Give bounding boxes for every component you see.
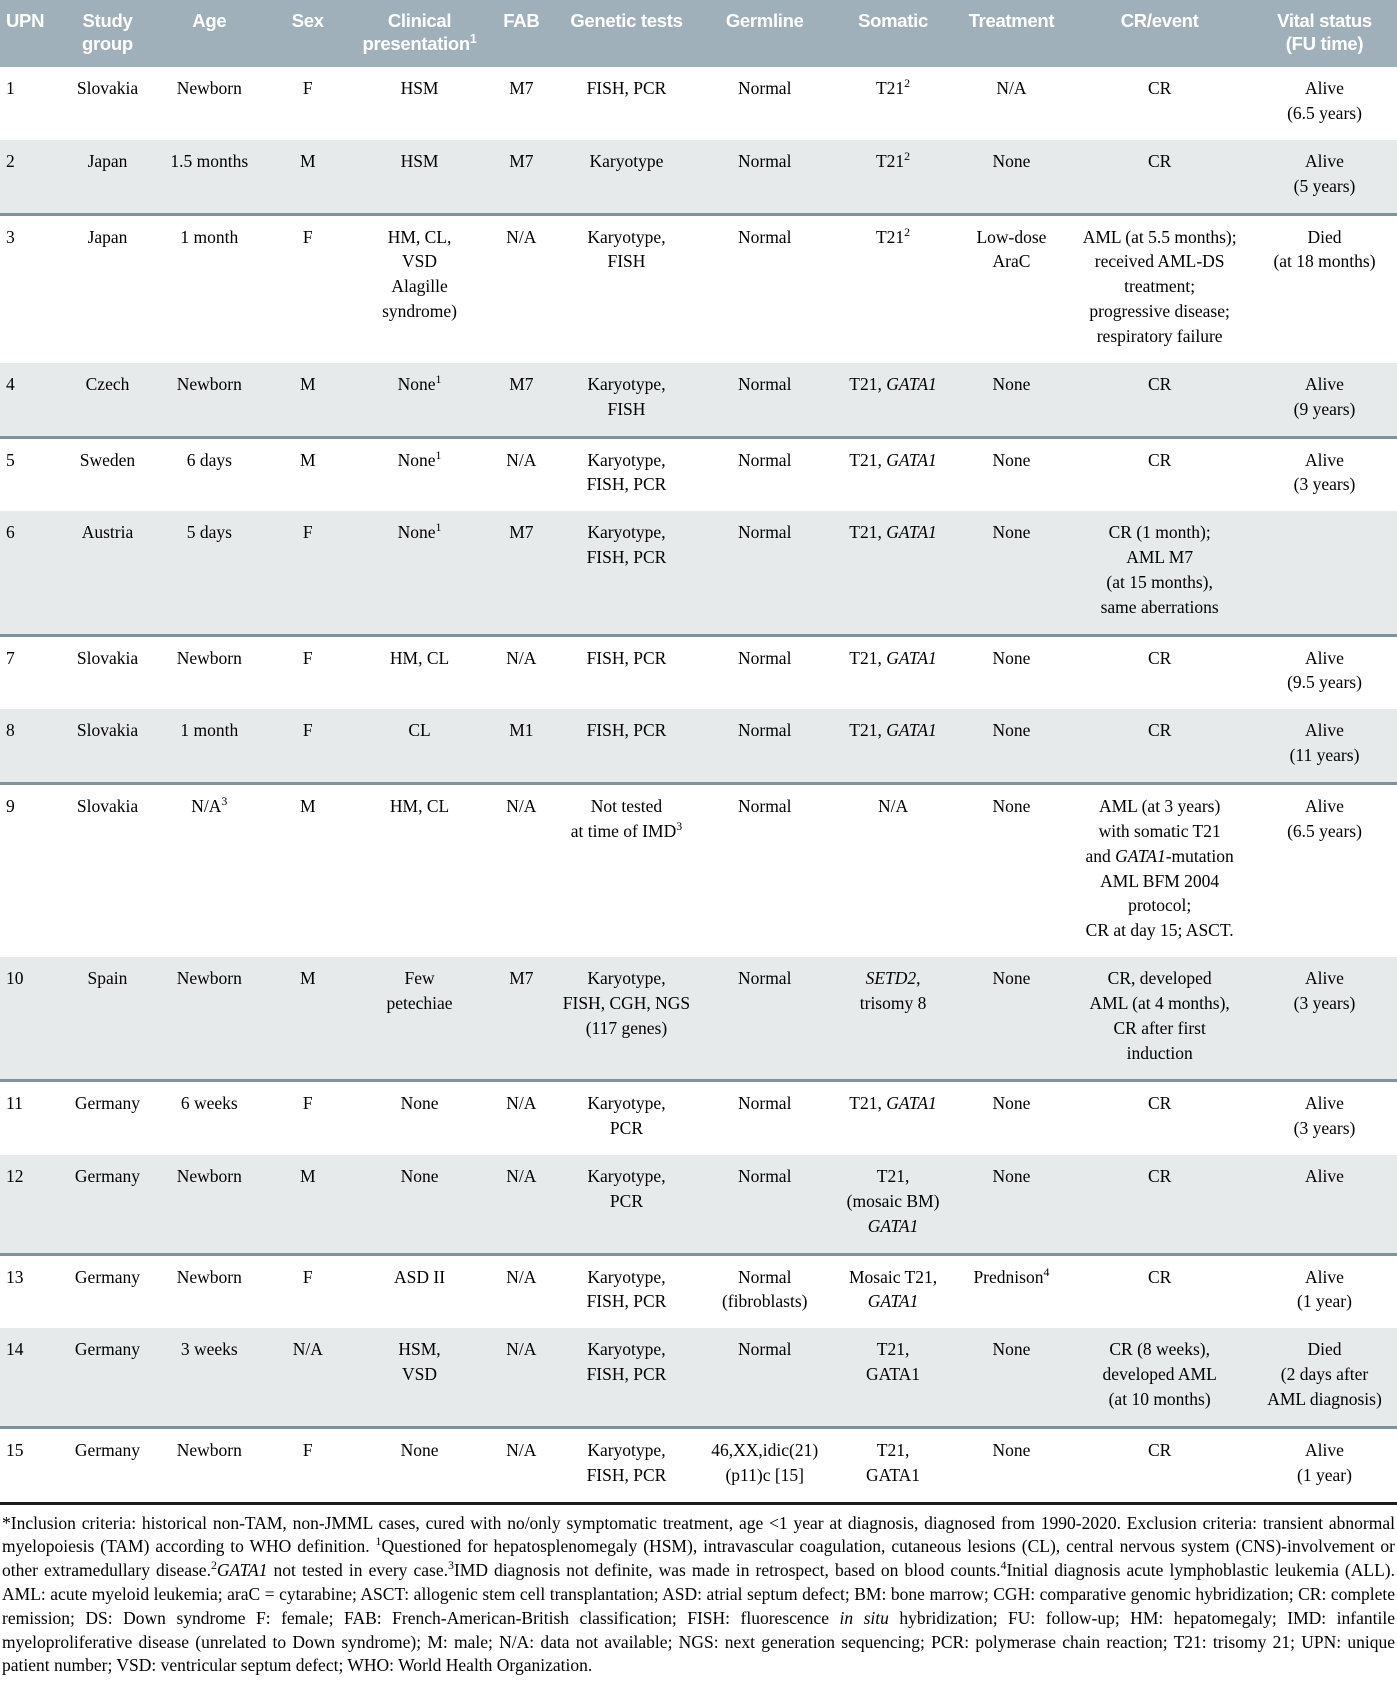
- column-header: Treatment: [956, 0, 1068, 67]
- table-cell: F: [302, 647, 313, 668]
- table-cell: CR: [1147, 1266, 1172, 1287]
- table-cell: None: [992, 449, 1031, 470]
- table-cell: N/A: [506, 1093, 537, 1114]
- table-cell: SETD2, trisomy 8: [831, 957, 956, 1081]
- table-cell: 12: [0, 1155, 62, 1254]
- table-cell: None: [992, 647, 1031, 668]
- table-row: [0, 1155, 1397, 1254]
- column-header: CR/event: [1067, 0, 1252, 67]
- table-cell: F: [302, 78, 313, 99]
- table-cell: None: [350, 1155, 488, 1254]
- table-cell: CR: [1067, 363, 1252, 437]
- table-row: [0, 957, 1397, 1081]
- table-cell: Alive (5 years): [1252, 140, 1397, 214]
- table-cell: None: [956, 1328, 1068, 1427]
- table-cell: Karyotype, FISH: [554, 363, 699, 437]
- table-cell: N/A: [506, 226, 537, 247]
- table-cell: Alive: [1252, 1155, 1397, 1254]
- table-cell: Karyotype, FISH, CGH, NGS (117 genes): [554, 957, 699, 1081]
- table-row: [0, 437, 1397, 511]
- table-cell: None: [956, 957, 1068, 1081]
- table-cell: $N/A^3$: [191, 794, 228, 816]
- table-cell: Alive (6.5 years): [1287, 78, 1362, 124]
- table-cell: Germany: [62, 1427, 154, 1503]
- table-cell: 11: [6, 1093, 23, 1114]
- table-cell: Died (2 days after AML diagnosis): [1252, 1328, 1397, 1427]
- table-cell: N/A: [265, 1328, 350, 1427]
- table-cell: Normal: [699, 363, 831, 437]
- table-cell: Normal (fibroblasts): [721, 1266, 808, 1312]
- table-cell: 1 month: [180, 226, 239, 247]
- table-cell: Normal: [737, 78, 792, 99]
- table-cell: 5: [6, 449, 15, 470]
- footnote: *Inclusion criteria: historical non-TAM, non-JMML cases, cured with no/only symptomatic treatment, age <1 year at diagnosis, diagnosed from 1990-2020. Exclusion criteria: transient abnormal myelopoiesis (TAM) according to WHO definition. $^1$Questioned for hepatosplenomegaly (HSM), intravascular coagulation, cutaneous lesions (CL), central nervous system (CNS)-involvement or other extramedullary disease.$^2$GATA1 not tested in every case.$^3$IMD diagnosis not definite, was made in retrospect, based on blood counts.$^4$Initial diagnosis acute lymphoblastic leukemia (ALL). AML: acute myeloid leukemia; araC = cytarabine; ASCT: allogenic stem cell transplantation; ASD: atrial septum defect; BM: bone marrow; CGH: comparative genomic hybridization; CR: complete remission; DS: Down syndrome F: female; FAB: French-American-British classification; FISH: fluorescence in situ hybridization; FU: follow-up; HM: hepatomegaly; IMD: infantile myeloproliferative disease (unrelated to Down syndrome); M: male; N/A: data not available; NGS: next generation sequencing; PCR: polymerase chain reaction; T21: trisomy 21; UPN: unique patient number; VSD: ventricular septum defect; WHO: World Health Organization.: [2, 1512, 1395, 1676]
- table-row: [0, 67, 1397, 140]
- table-cell: N/A: [489, 1155, 554, 1254]
- table-cell: F: [302, 226, 313, 247]
- table-cell: AML (at 5.5 months); received AML-DS treatment; progressive disease; respiratory failure: [1082, 226, 1237, 346]
- table-cell: None: [956, 140, 1068, 214]
- table-cell: $T21^2$: [875, 76, 911, 99]
- table-cell: Newborn: [176, 78, 242, 99]
- table-cell: T21, GATA1: [831, 363, 956, 437]
- table-row: [0, 783, 1397, 957]
- table-cell: Germany: [74, 1266, 141, 1287]
- table-cell: 7: [6, 647, 15, 668]
- table-cell: 8: [0, 709, 62, 783]
- table-cell: 14: [0, 1328, 62, 1427]
- table-cell: None$^1$: [397, 447, 442, 470]
- table-cell: 46,XX,idic(21) (p11)c [15]: [699, 1427, 831, 1503]
- table-cell: N/A: [996, 78, 1027, 99]
- table-cell: 13: [6, 1266, 24, 1287]
- table-cell: 5 days: [153, 511, 265, 635]
- table-cell: CR: [1067, 140, 1252, 214]
- column-header: Clinical presentation$^1$: [350, 0, 488, 67]
- table-cell: T21, GATA1: [831, 511, 956, 635]
- table-cell: Karyotype, FISH, PCR: [586, 449, 667, 495]
- table-cell: CL: [350, 709, 488, 783]
- table-row: [0, 1254, 1397, 1328]
- table-cell: Newborn: [176, 1266, 242, 1287]
- table-cell: Alive (3 years): [1293, 1093, 1356, 1139]
- table-cell: Germany: [62, 1328, 154, 1427]
- table-cell: Not tested at time of IMD$^3$: [570, 795, 683, 841]
- table-cell: ASD II: [394, 1266, 446, 1287]
- column-header: FAB: [489, 0, 554, 67]
- table-cell: Karyotype, FISH, PCR: [586, 1266, 667, 1312]
- table-cell: Slovakia: [62, 709, 154, 783]
- table-cell: [1252, 511, 1397, 635]
- table-cell: T21, GATA1: [831, 1328, 956, 1427]
- table-cell: Normal: [737, 647, 792, 668]
- column-header: Germline: [699, 0, 831, 67]
- table-cell: HM, CL: [389, 647, 450, 668]
- table-body: [0, 67, 1397, 1503]
- column-header: Age: [153, 0, 265, 67]
- table-cell: 10: [0, 957, 62, 1081]
- table-cell: Germany: [74, 1093, 141, 1114]
- table-cell: CR: [1067, 709, 1252, 783]
- table-cell: Karyotype, FISH: [587, 226, 666, 272]
- table-cell: Newborn: [153, 1427, 265, 1503]
- table-cell: N/A: [506, 795, 537, 816]
- table-cell: Czech: [62, 363, 154, 437]
- table-cell: Karyotype, FISH, PCR: [554, 1427, 699, 1503]
- table-cell: M1: [489, 709, 554, 783]
- table-cell: Newborn: [176, 647, 242, 668]
- table-cell: Karyotype, PCR: [554, 1155, 699, 1254]
- table-cell: 1 month: [153, 709, 265, 783]
- table-cell: F: [302, 1093, 313, 1114]
- table-cell: M7: [489, 363, 554, 437]
- table-cell: None$^1$: [350, 363, 488, 437]
- table-cell: Normal: [737, 795, 792, 816]
- table-cell: M: [265, 140, 350, 214]
- table-cell: CR (8 weeks), developed AML (at 10 months): [1067, 1328, 1252, 1427]
- table-cell: HSM, VSD: [350, 1328, 488, 1427]
- table-cell: T21, GATA1: [849, 449, 937, 470]
- table-row: [0, 709, 1397, 783]
- table-cell: N/A: [506, 1266, 537, 1287]
- table-cell: N/A: [506, 449, 537, 470]
- table-cell: None: [956, 1427, 1068, 1503]
- table-cell: CR: [1067, 1427, 1252, 1503]
- table-cell: HSM: [350, 140, 488, 214]
- table-cell: CR: [1147, 449, 1172, 470]
- table-cell: Normal: [699, 511, 831, 635]
- table-cell: Normal: [699, 957, 831, 1081]
- table-cell: Alive (9.5 years): [1287, 647, 1362, 693]
- table-cell: Normal: [699, 1328, 831, 1427]
- table-row: [0, 635, 1397, 709]
- table-cell: Alive (6.5 years): [1287, 795, 1362, 841]
- table-cell: F: [265, 709, 350, 783]
- table-cell: Few petechiae: [350, 957, 488, 1081]
- table-cell: M: [265, 957, 350, 1081]
- table-cell: 4: [0, 363, 62, 437]
- table-cell: 3: [6, 226, 15, 247]
- table-cell: FISH, PCR: [586, 647, 667, 668]
- table-cell: F: [265, 511, 350, 635]
- table-cell: N/A: [877, 795, 909, 816]
- table-cell: F: [302, 1266, 313, 1287]
- table-cell: 6: [0, 511, 62, 635]
- table-cell: N/A: [489, 1427, 554, 1503]
- table-cell: Slovakia: [76, 647, 139, 668]
- table-row: [0, 140, 1397, 214]
- table-cell: 1.5 months: [153, 140, 265, 214]
- table-cell: Karyotype: [554, 140, 699, 214]
- table-cell: 6 days: [186, 449, 232, 470]
- table-cell: Alive (9 years): [1252, 363, 1397, 437]
- table-cell: T21, GATA1: [849, 647, 937, 668]
- table-cell: 2: [0, 140, 62, 214]
- column-header: Sex: [265, 0, 350, 67]
- table-cell: Alive (11 years): [1252, 709, 1397, 783]
- table-row: [0, 214, 1397, 363]
- table-cell: M7: [509, 78, 534, 99]
- table-cell: FISH, PCR: [554, 709, 699, 783]
- table-cell: None$^1$: [350, 511, 488, 635]
- table-cell: HM, CL, VSD Alagille syndrome): [382, 226, 457, 322]
- table-cell: None: [956, 709, 1068, 783]
- table-cell: FISH, PCR: [586, 78, 667, 99]
- column-header: UPN: [0, 0, 62, 67]
- table-cell: CR: [1147, 647, 1172, 668]
- table-cell: M: [265, 363, 350, 437]
- table-cell: Normal: [699, 1155, 831, 1254]
- table-cell: CR, developed AML (at 4 months), CR after first induction: [1067, 957, 1252, 1081]
- table-row: [0, 363, 1397, 437]
- table-cell: None: [992, 1093, 1031, 1114]
- table-row: [0, 1427, 1397, 1503]
- table-cell: M7: [489, 511, 554, 635]
- column-header: Study group: [62, 0, 154, 67]
- table-cell: AML (at 3 years) with somatic T21 and GATA1-mutation AML BFM 2004 protocol; CR at day 15; ASCT.: [1085, 795, 1234, 941]
- table-cell: None: [956, 1155, 1068, 1254]
- table-cell: Normal: [737, 449, 792, 470]
- table-cell: CR: [1067, 1155, 1252, 1254]
- column-header: Genetic tests: [554, 0, 699, 67]
- table-cell: Austria: [62, 511, 154, 635]
- table-cell: Normal: [699, 140, 831, 214]
- table-cell: M: [300, 795, 316, 816]
- table-cell: Newborn: [153, 1155, 265, 1254]
- table-cell: 1: [6, 78, 15, 99]
- table-cell: Newborn: [153, 957, 265, 1081]
- table-cell: Karyotype, FISH, PCR: [554, 1328, 699, 1427]
- table-cell: 15: [0, 1427, 62, 1503]
- table-cell: None: [956, 363, 1068, 437]
- table-cell: HM, CL: [389, 795, 450, 816]
- table-cell: HSM: [400, 78, 439, 99]
- table-cell: Died (at 18 months): [1273, 226, 1376, 272]
- table-cell: None: [400, 1093, 439, 1114]
- table-cell: M: [265, 1155, 350, 1254]
- table-cell: Spain: [62, 957, 154, 1081]
- table-cell: Sweden: [79, 449, 136, 470]
- table-cell: Karyotype, PCR: [587, 1093, 666, 1139]
- table-cell: T21, GATA1: [849, 1093, 937, 1114]
- table-cell: T21, GATA1: [831, 709, 956, 783]
- header-row: [0, 0, 1397, 67]
- table-row: [0, 511, 1397, 635]
- table-cell: $T21^2$: [831, 140, 956, 214]
- table-cell: 3 weeks: [153, 1328, 265, 1427]
- table-cell: Low-dose AraC: [976, 226, 1047, 272]
- table-cell: T21, GATA1: [831, 1427, 956, 1503]
- table-cell: CR: [1147, 78, 1172, 99]
- column-header: Vital status (FU time): [1252, 0, 1397, 67]
- table-cell: Newborn: [153, 363, 265, 437]
- table-cell: CR (1 month); AML M7 (at 15 months), same aberrations: [1067, 511, 1252, 635]
- table-cell: Slovakia: [76, 795, 139, 816]
- table-cell: Japan: [87, 226, 128, 247]
- table-cell: Alive (1 year): [1252, 1427, 1397, 1503]
- table-cell: 6 weeks: [180, 1093, 238, 1114]
- table-cell: Normal: [737, 1093, 792, 1114]
- table-cell: Alive (1 year): [1297, 1266, 1352, 1312]
- table-cell: Mosaic T21, GATA1: [848, 1266, 938, 1312]
- table-cell: None: [350, 1427, 488, 1503]
- table-row: [0, 1081, 1397, 1155]
- table-cell: Japan: [62, 140, 154, 214]
- table-cell: Germany: [62, 1155, 154, 1254]
- table-cell: M7: [489, 957, 554, 1081]
- table-cell: F: [265, 1427, 350, 1503]
- table-cell: None: [992, 795, 1031, 816]
- table-cell: M7: [489, 140, 554, 214]
- column-header: Somatic: [831, 0, 956, 67]
- table-cell: M: [300, 449, 316, 470]
- table-cell: Normal: [699, 709, 831, 783]
- table-cell: N/A: [506, 647, 537, 668]
- table-cell: Prednison$^4$: [973, 1264, 1050, 1287]
- table-cell: Alive (3 years): [1293, 449, 1356, 495]
- table-cell: 9: [6, 795, 15, 816]
- table-cell: $T21^2$: [875, 224, 911, 247]
- table-row: [0, 1328, 1397, 1427]
- table-cell: Alive (3 years): [1252, 957, 1397, 1081]
- table-cell: Normal: [737, 226, 792, 247]
- table-cell: Slovakia: [76, 78, 139, 99]
- table-cell: None: [956, 511, 1068, 635]
- table-cell: N/A: [489, 1328, 554, 1427]
- table-cell: CR: [1147, 1093, 1172, 1114]
- table-cell: Karyotype, FISH, PCR: [554, 511, 699, 635]
- table-cell: T21, (mosaic BM) GATA1: [831, 1155, 956, 1254]
